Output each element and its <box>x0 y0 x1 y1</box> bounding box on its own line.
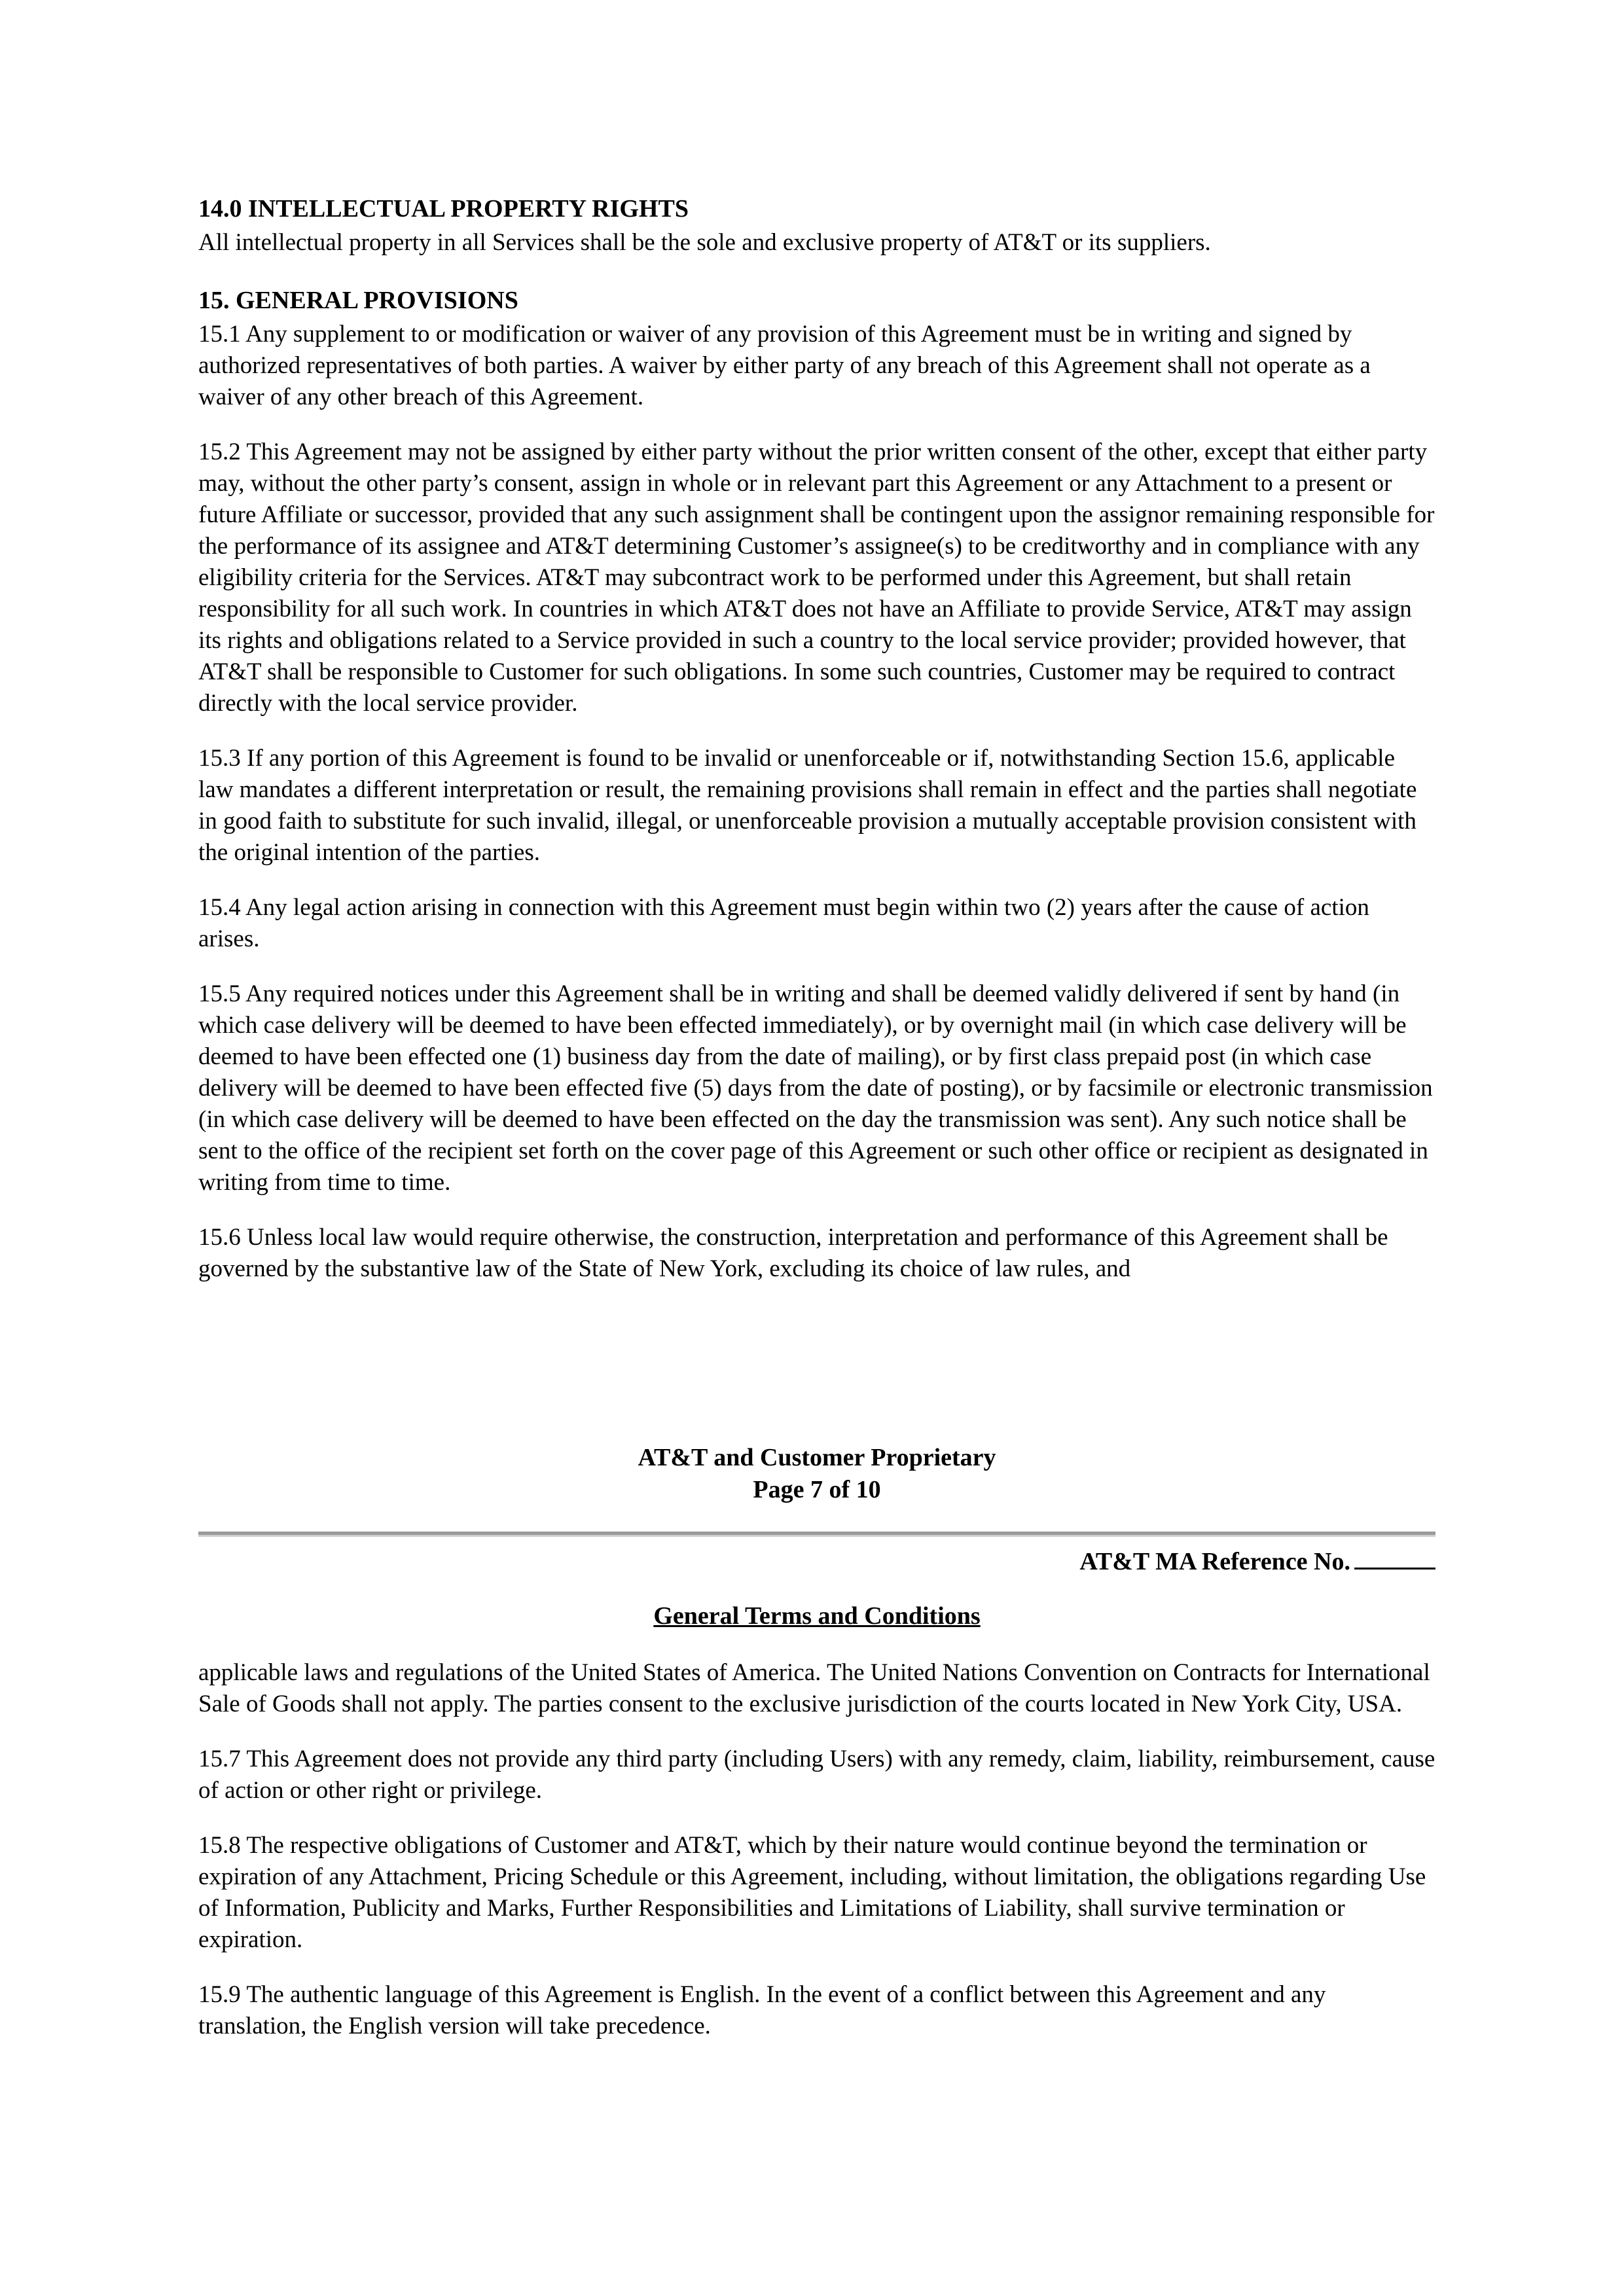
clause-15-1: 15.1 Any supplement to or modification or waiver of any provision of this Agreement must be in writing and signed by authorized representatives of both parties. A waiver by either party of any breach of this Agreement shall not operate as a waiver of any other breach of this Agreement. <box>198 321 1371 410</box>
clause-15-9: 15.9 The authentic language of this Agreement is English. In the event of a conflict between this Agreement and any translation, the English version will take precedence. <box>198 1981 1326 2039</box>
clause-15-2: 15.2 This Agreement may not be assigned by either party without the prior written consent of the other, except that either party may, without the other party’s consent, assign in whole or in relevant part this Agreement or any Attachment to a present or future Affiliate or successor, provided that any such assignment shall be contingent upon the assignor remaining responsible for the performance of its assignee and AT&T determining Customer’s assignee(s) to be creditworthy and in compliance with any eligibility criteria for the Services. AT&T may subcontract work to be performed under this Agreement, but shall retain responsibility for all such work. In countries in which AT&T does not have an Affiliate to provide Service, AT&T may assign its rights and obligations related to a Service provided in such a country to the local service provider; provided however, that AT&T shall be responsible to Customer for such obligations. In some such countries, Customer may be required to contract directly with the local service provider. <box>198 439 1435 717</box>
reference-header <box>198 1545 1435 1577</box>
page-7-body <box>198 193 1435 1285</box>
clause-15-6: 15.6 Unless local law would require otherwise, the construction, interpretation and performance of this Agreement shall be governed by the substantive law of the State of New York, excluding its choice of law rules, and <box>198 1224 1388 1282</box>
clause-15-3: 15.3 If any portion of this Agreement is found to be invalid or unenforceable or if, notwithstanding Section 15.6, applicable law mandates a different interpretation or result, the remaining provisions shall remain in effect and the parties shall negotiate in good faith to substitute for such invalid, illegal, or unenforceable provision a mutually acceptable provision consistent with the original intention of the parties. <box>198 745 1417 866</box>
reference-label: AT&T MA Reference No. <box>1079 1548 1350 1575</box>
page-break-divider <box>198 1532 1435 1537</box>
clause-15-7: 15.7 This Agreement does not provide any third party (including Users) with any remedy, claim, liability, reimbursement, cause of action or other right or privilege. <box>198 1746 1435 1804</box>
page-8-body <box>198 1657 1435 2042</box>
clause-15-6-continued: applicable laws and regulations of the United States of America. The United Nations Convention on Contracts for International Sale of Goods shall not apply. The parties consent to the exclusive jurisdiction of the courts located in New York City, USA. <box>198 1659 1430 1717</box>
document-title: General Terms and Conditions <box>653 1602 981 1630</box>
footer-proprietary: AT&T and Customer Proprietary <box>638 1444 996 1471</box>
section-14-text: All intellectual property in all Services shall be the sole and exclusive property of AT&T or its suppliers. <box>198 229 1211 256</box>
clause-15-4: 15.4 Any legal action arising in connection with this Agreement must begin within two (2) years after the cause of action arises. <box>198 894 1369 952</box>
footer-page-number: Page 7 of 10 <box>753 1476 881 1503</box>
section-14-heading: 14.0 INTELLECTUAL PROPERTY RIGHTS <box>198 195 689 223</box>
clause-15-5: 15.5 Any required notices under this Agreement shall be in writing and shall be deemed validly delivered if sent by hand (in which case delivery will be deemed to have been effected immediately), or by overnight mail (in which case delivery will be deemed to have been effected one (1) business day from the date of mailing), or by first class prepaid post (in which case delivery will be deemed to have been effected five (5) days from the date of posting), or by facsimile or electronic transmission (in which case delivery will be deemed to have been effected on the day the transmission was sent). Any such notice shall be sent to the office of the recipient set forth on the cover page of this Agreement or such other office or recipient as designated in writing from time to time. <box>198 980 1433 1196</box>
clause-15-8: 15.8 The respective obligations of Customer and AT&T, which by their nature would continue beyond the termination or expiration of any Attachment, Pricing Schedule or this Agreement, including, without limitation, the obligations regarding Use of Information, Publicity and Marks, Further Responsibilities and Limitations of Liability, shall survive termination or expiration. <box>198 1832 1426 1953</box>
page-footer <box>198 1442 1435 1506</box>
section-15-heading: 15. GENERAL PROVISIONS <box>198 287 518 314</box>
reference-number-blank <box>1354 1545 1435 1570</box>
